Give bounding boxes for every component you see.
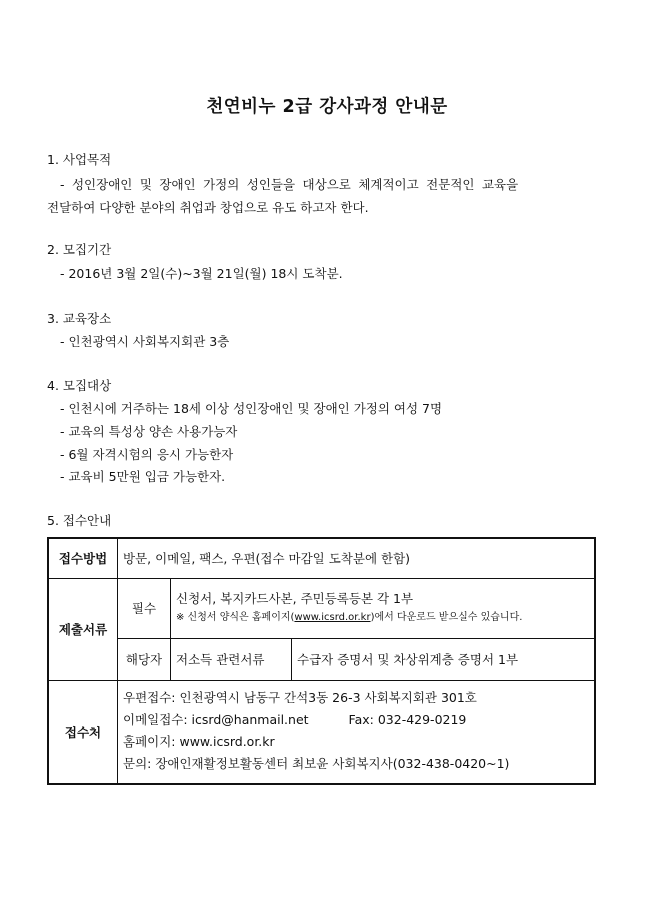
- section-heading-period: 2. 모집기간: [47, 242, 112, 257]
- reception-post: 우편접수: 인천광역시 남동구 간석3동 26-3 사회복지회관 301호: [123, 689, 477, 705]
- reception-contact: 문의: 장애인재활정보활동센터 최보윤 사회복지사(032-438-0420~1): [123, 755, 510, 771]
- target-line-2: - 교육의 특성상 양손 사용가능자: [60, 424, 238, 439]
- target-line-1: - 인천시에 거주하는 18세 이상 성인장애인 및 장애인 가정의 여성 7명: [60, 401, 443, 416]
- method-head: 접수방법: [48, 538, 118, 578]
- target-line-4: - 교육비 5만원 입금 가능한자.: [60, 469, 226, 484]
- section-heading-reception: 5. 접수안내: [47, 513, 112, 528]
- reception-email-fax: [123, 709, 589, 731]
- method-row: [48, 538, 595, 578]
- docs-applicable-row: [48, 638, 595, 680]
- section-heading-target: 4. 모집대상: [47, 378, 112, 393]
- method-value: 방문, 이메일, 팩스, 우편(접수 마감일 도착분에 한함): [118, 538, 596, 578]
- required-cell: [171, 578, 596, 638]
- reception-head: 접수처: [48, 680, 118, 784]
- note-prefix: ※ 신청서 양식은 홈페이지(: [176, 612, 295, 623]
- section-heading-location: 3. 교육장소: [47, 311, 112, 326]
- required-label: 필수: [118, 578, 171, 638]
- section-heading-purpose: 1. 사업목적: [47, 152, 112, 167]
- reception-cell: [118, 680, 596, 784]
- reception-email: 이메일접수: icsrd@hanmail.net: [123, 711, 309, 727]
- note-suffix: )에서 다운로드 받으실수 있습니다.: [370, 612, 523, 623]
- purpose-line-1: - 성인장애인 및 장애인 가정의 성인들을 대상으로 체계적이고 전문적인 교육을: [60, 177, 519, 192]
- applicable-docs-col1: 저소득 관련서류: [171, 638, 292, 680]
- reception-table: [47, 537, 596, 785]
- target-line-3: - 6월 자격시험의 응시 가능한자: [60, 447, 234, 462]
- docs-required-row: [48, 578, 595, 638]
- docs-head: 제출서류: [48, 578, 118, 680]
- location-line-1: - 인천광역시 사회복지회관 3층: [60, 334, 230, 349]
- required-value: 신청서, 복지카드사본, 주민등록등본 각 1부: [176, 591, 414, 606]
- applicable-docs-col2: 수급자 증명서 및 차상위계층 증명서 1부: [292, 638, 596, 680]
- period-line-1: - 2016년 3월 2일(수)~3월 21일(월) 18시 도착분.: [60, 266, 343, 281]
- reception-fax: Fax: 032-429-0219: [348, 711, 467, 727]
- purpose-line-2: 전달하여 다양한 분야의 취업과 창업으로 유도 하고자 한다.: [47, 200, 369, 215]
- reception-row: [48, 680, 595, 784]
- page-title: 천연비누 2급 강사과정 안내문: [206, 97, 448, 117]
- required-note: [176, 609, 589, 627]
- reception-homepage: 홈페이지: www.icsrd.or.kr: [123, 733, 275, 749]
- homepage-link[interactable]: www.icsrd.or.kr: [294, 612, 371, 623]
- applicable-label: 해당자: [118, 638, 171, 680]
